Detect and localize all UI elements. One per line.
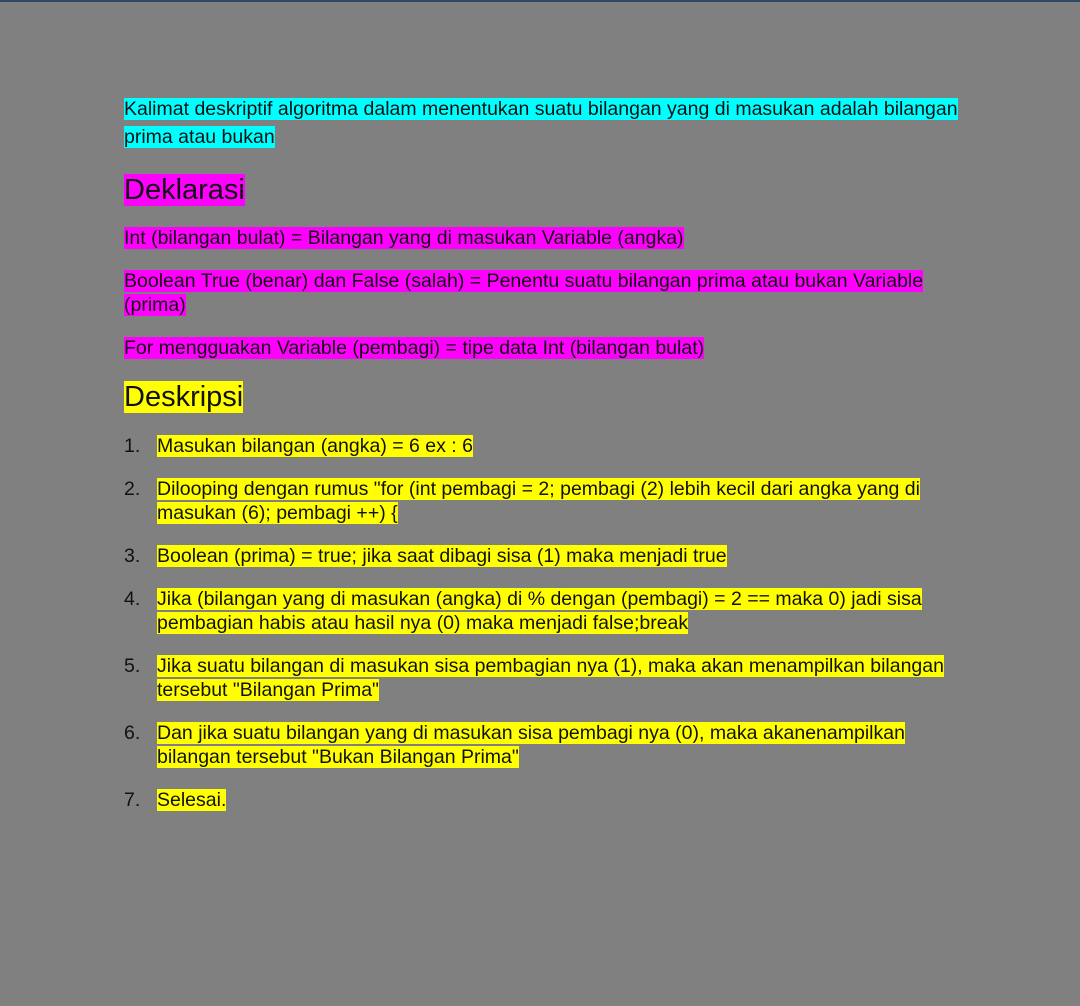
deklarasi-item-text: Int (bilangan bulat) = Bilangan yang di masukan Variable (angka) (124, 227, 684, 249)
list-item (124, 721, 960, 769)
step-text: Dan jika suatu bilangan yang di masukan sisa pembagi nya (0), maka akanenampilkan bilangan tersebut "Bukan Bilangan Prima" (157, 722, 905, 768)
step-number: 1. (124, 435, 141, 457)
list-item (124, 788, 960, 812)
step-text: Dilooping dengan rumus "for (int pembagi = 2; pembagi (2) lebih kecil dari angka yang di masukan (6); pembagi ++) { (157, 478, 920, 524)
deskripsi-heading-text: Deskripsi (124, 381, 244, 413)
top-border (0, 0, 1080, 2)
deklarasi-item (124, 336, 960, 360)
step-text: Jika suatu bilangan di masukan sisa pembagian nya (1), maka akan menampilkan bilangan tersebut "Bilangan Prima" (157, 655, 944, 701)
deklarasi-heading-text: Deklarasi (124, 174, 245, 206)
document-body (124, 95, 960, 831)
list-item (124, 544, 960, 568)
step-number: 3. (124, 545, 141, 567)
list-item (124, 654, 960, 702)
step-text: Jika (bilangan yang di masukan (angka) di % dengan (pembagi) = 2 == maka 0) jadi sisa pembagian habis atau hasil nya (0) maka menjadi false;break (157, 588, 922, 634)
step-number: 4. (124, 588, 141, 610)
deklarasi-heading (124, 173, 960, 207)
deklarasi-item (124, 226, 960, 250)
list-item (124, 477, 960, 525)
step-number: 2. (124, 478, 141, 500)
deklarasi-item-text: For mengguakan Variable (pembagi) = tipe data Int (bilangan bulat) (124, 337, 705, 359)
list-item (124, 434, 960, 458)
step-number: 5. (124, 655, 141, 677)
list-item (124, 587, 960, 635)
step-text: Boolean (prima) = true; jika saat dibagi sisa (1) maka menjadi true (157, 545, 727, 567)
deskripsi-steps-list (124, 434, 960, 812)
intro-text: Kalimat deskriptif algoritma dalam menentukan suatu bilangan yang di masukan adalah bilangan prima atau bukan (124, 98, 958, 148)
step-text: Selesai. (157, 789, 227, 811)
intro-paragraph (124, 95, 960, 151)
step-number: 7. (124, 789, 141, 811)
step-text: Masukan bilangan (angka) = 6 ex : 6 (157, 435, 473, 457)
deklarasi-item (124, 269, 960, 317)
step-number: 6. (124, 722, 141, 744)
deskripsi-heading (124, 380, 960, 414)
deklarasi-item-text: Boolean True (benar) dan False (salah) = Penentu suatu bilangan prima atau bukan Variable (prima) (124, 270, 924, 316)
